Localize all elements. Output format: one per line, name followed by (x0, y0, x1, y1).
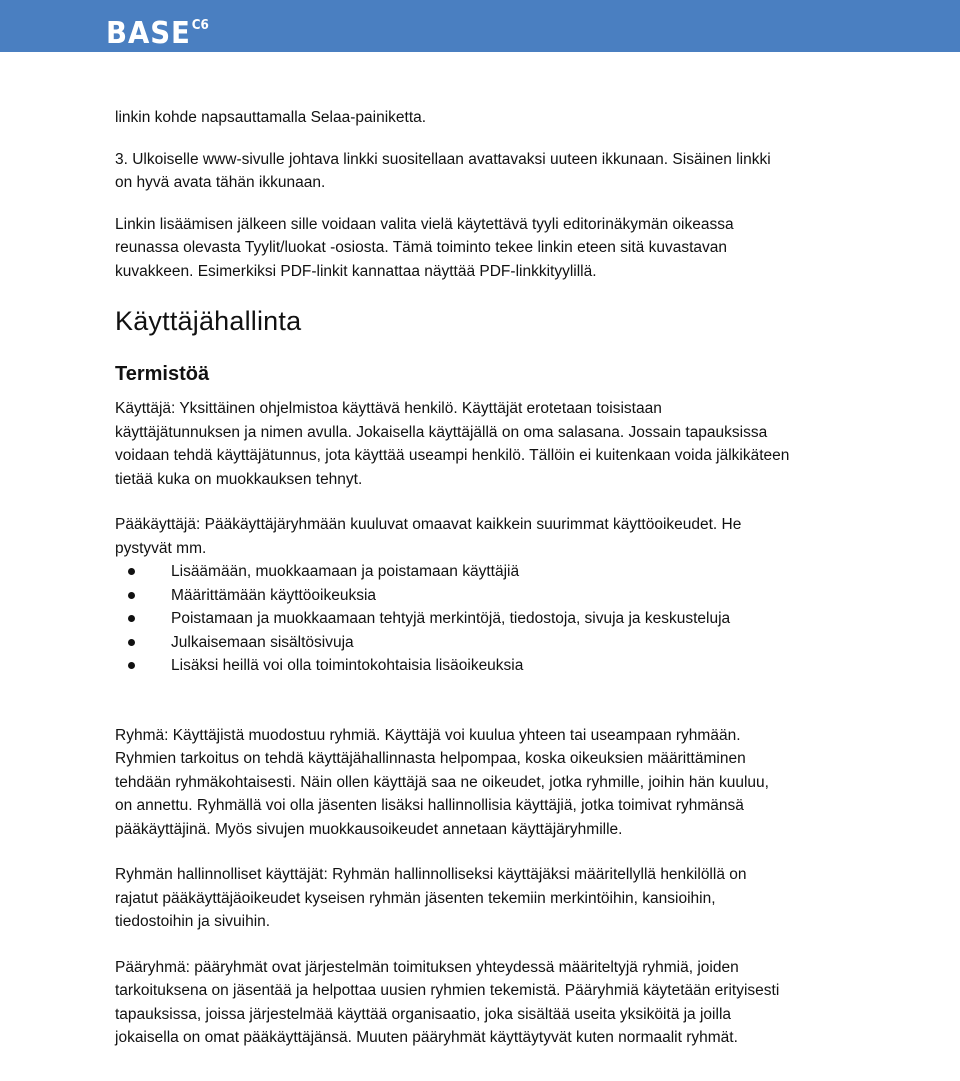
paragraph-link-style-line: reunassa olevasta Tyylit/luokat -osiosta. Tämä toiminto tekee linkin eteen sitä kuvastavan (115, 239, 728, 256)
term-main-group-line: tapauksissa, joissa järjestelmää käyttää organisaatio, joka sisältää useita yksiköitä ja joilla (115, 1005, 732, 1023)
bullet-icon (128, 662, 135, 669)
term-user-line: tietää kuka on muokkauksen tehnyt. (115, 470, 363, 488)
term-group-line: Ryhmien tarkoitus on tehdä käyttäjähallinnasta helpompaa, koska oikeuksien määrittäminen (115, 750, 746, 767)
term-group-admin-line: tiedostoihin ja sivuihin. (115, 913, 271, 930)
list-item (115, 631, 875, 655)
header-bar (0, 0, 960, 52)
paragraph-link-style-line: Linkin lisäämisen jälkeen sille voidaan valita vielä käytettävä tyyli editorinäkymän oikeassa (115, 215, 734, 233)
term-group-admin-line: Ryhmän hallinnolliset käyttäjät: Ryhmän hallinnolliseksi käyttäjäksi määritellyllä henkilöllä on (115, 866, 747, 883)
section-heading: Käyttäjähallinta (115, 306, 302, 336)
term-user-line: Käyttäjä: Yksittäinen ohjelmistoa käyttävä henkilö. Käyttäjät erotetaan toisistaan (115, 400, 662, 417)
list-item (115, 584, 875, 608)
paragraph-external-link-line: on hyvä avata tähän ikkunaan. (115, 174, 326, 191)
term-user-line: voidaan tehdä käyttäjätunnus, jota käyttää useampi henkilö. Tällöin ei kuitenkaan voida jälkikäteen (115, 447, 790, 464)
list-item (115, 607, 875, 631)
logo-text: BASE (106, 16, 191, 51)
list-item (115, 560, 875, 584)
paragraph-link-style-line: kuvakkeen. Esimerkiksi PDF-linkit kannattaa näyttää PDF-linkkityylillä. (115, 262, 597, 280)
term-admin-line: pystyvät mm. (115, 539, 207, 557)
list-item-text: Lisäksi heillä voi olla toimintokohtaisia lisäoikeuksia (171, 657, 524, 674)
term-group-admin-line: rajatut pääkäyttäjäoikeudet kyseisen ryhmän jäsenten tekemiin merkintöihin, kansioihin, (115, 889, 716, 907)
bullet-icon (128, 615, 135, 622)
term-main-group-line: Pääryhmä: pääryhmät ovat järjestelmän toimituksen yhteydessä määriteltyjä ryhmiä, joiden (115, 958, 739, 976)
list-item-text: Lisäämään, muokkaamaan ja poistamaan käyttäjiä (171, 563, 520, 580)
logo-superscript: C6 (191, 18, 209, 33)
term-group-line: pääkäyttäjinä. Myös sivujen muokkausoikeudet annetaan käyttäjäryhmille. (115, 820, 623, 838)
term-group-line: tehdään ryhmäkohtaisesti. Näin ollen käyttäjä saa ne oikeudet, jotka ryhmille, joihin hän kuuluu, (115, 773, 769, 791)
bullet-icon (128, 592, 135, 599)
subsection-heading: Termistöä (115, 363, 210, 385)
document-body (115, 106, 875, 1050)
list-item-text: Määrittämään käyttöoikeuksia (171, 586, 377, 604)
term-group-line: Ryhmä: Käyttäjistä muodostuu ryhmiä. Käyttäjä voi kuulua yhteen tai useampaan ryhmään. (115, 726, 741, 744)
term-admin-line: Pääkäyttäjä: Pääkäyttäjäryhmään kuuluvat omaavat kaikkein suurimmat käyttöoikeudet. He (115, 516, 742, 533)
list-item-text: Julkaisemaan sisältösivuja (171, 633, 354, 651)
paragraph-external-link-line: 3. Ulkoiselle www-sivulle johtava linkki suositellaan avattavaksi uuteen ikkunaan. Sisäinen linkki (115, 150, 771, 168)
term-main-group-line: tarkoituksena on jäsentää ja helpottaa uusien ryhmien tekemistä. Pääryhmiä käytetään erityisesti (115, 982, 780, 999)
term-main-group-line: jokaisella on omat pääkäyttäjänsä. Muuten pääryhmät käyttäytyvät kuten normaalit ryhmät. (115, 1029, 738, 1046)
bullet-icon (128, 639, 135, 646)
paragraph-link-target: linkin kohde napsauttamalla Selaa-painiketta. (115, 109, 427, 126)
list-item (115, 654, 875, 678)
list-item-text: Poistamaan ja muokkaamaan tehtyjä merkintöjä, tiedostoja, sivuja ja keskusteluja (171, 610, 731, 627)
base-c6-logo (106, 8, 209, 52)
bullet-icon (128, 568, 135, 575)
term-group-line: on annettu. Ryhmällä voi olla jäsenten lisäksi hallinnollisia käyttäjiä, jotka toimivat ryhmänsä (115, 797, 744, 814)
admin-rights-list (115, 560, 875, 678)
term-user-line: käyttäjätunnuksen ja nimen avulla. Jokaisella käyttäjällä on oma salasana. Jossain tapauksissa (115, 423, 768, 441)
